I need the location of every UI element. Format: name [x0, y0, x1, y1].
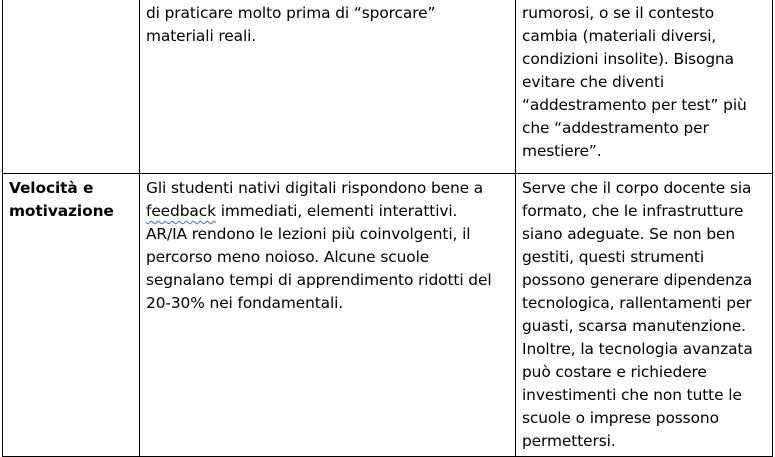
cell-text-line: possono generare dipendenza [522, 271, 753, 289]
cell-text-line: AR/IA rendono le lezioni più coinvolgenti, il [146, 225, 471, 243]
cell-text-line: permettersi. [522, 432, 616, 450]
cell-text-line: cambia (materiali diversi, [522, 27, 717, 45]
cell-text-line: gestiti, questi strumenti [522, 248, 705, 266]
row2-benefit-cell[interactable] [140, 174, 516, 457]
comparison-table [2, 0, 773, 457]
cell-text-line: “addestramento per test” più [522, 96, 747, 114]
cell-text-fragment: immediati, elementi interattivi. [215, 202, 458, 220]
cell-text-line: evitare che diventi [522, 73, 665, 91]
cell-text-line: condizioni insolite). Bisogna [522, 50, 735, 68]
cell-text-line: Inoltre, la tecnologia avanzata [522, 340, 753, 358]
row-heading-line: motivazione [9, 202, 114, 220]
cell-text-line: materiali reali. [146, 27, 257, 45]
table-row [3, 174, 773, 457]
row1-label-cell[interactable] [3, 0, 140, 174]
row2-risk-cell[interactable] [516, 174, 773, 457]
cell-text-line: siano adeguate. Se non ben [522, 225, 736, 243]
row2-label-cell[interactable] [3, 174, 140, 457]
cell-text-line: percorso meno noioso. Alcune scuole [146, 248, 430, 266]
cell-text-line: rumorosi, o se il contesto [522, 4, 715, 22]
cell-text-line: scuole o imprese possono [522, 409, 719, 427]
cell-text-line: guasti, scarsa manutenzione. [522, 317, 746, 335]
cell-text-line: Gli studenti nativi digitali rispondono bene a [146, 179, 484, 197]
cell-text-line: di praticare molto prima di “sporcare” [146, 4, 436, 22]
cell-text-line [146, 200, 509, 223]
cell-text-line: tecnologica, rallentamenti per [522, 294, 752, 312]
row-heading-line: Velocità e [9, 179, 94, 197]
cell-text-line: formato, che le infrastrutture [522, 202, 744, 220]
cell-text-line: Serve che il corpo docente sia [522, 179, 752, 197]
cell-text-line: segnalano tempi di apprendimento ridotti del [146, 271, 492, 289]
table-row [3, 0, 773, 174]
row1-risk-cell[interactable] [516, 0, 773, 174]
spellcheck-flagged-word[interactable]: feedback [146, 202, 216, 220]
cell-text-line: che “addestramento per [522, 119, 709, 137]
cell-text-line: può costare e richiedere [522, 363, 707, 381]
row1-benefit-cell[interactable] [140, 0, 516, 174]
cell-text-line: mestiere”. [522, 142, 602, 160]
cell-text-line: 20-30% nei fondamentali. [146, 294, 344, 312]
cell-text-line: investimenti che non tutte le [522, 386, 742, 404]
